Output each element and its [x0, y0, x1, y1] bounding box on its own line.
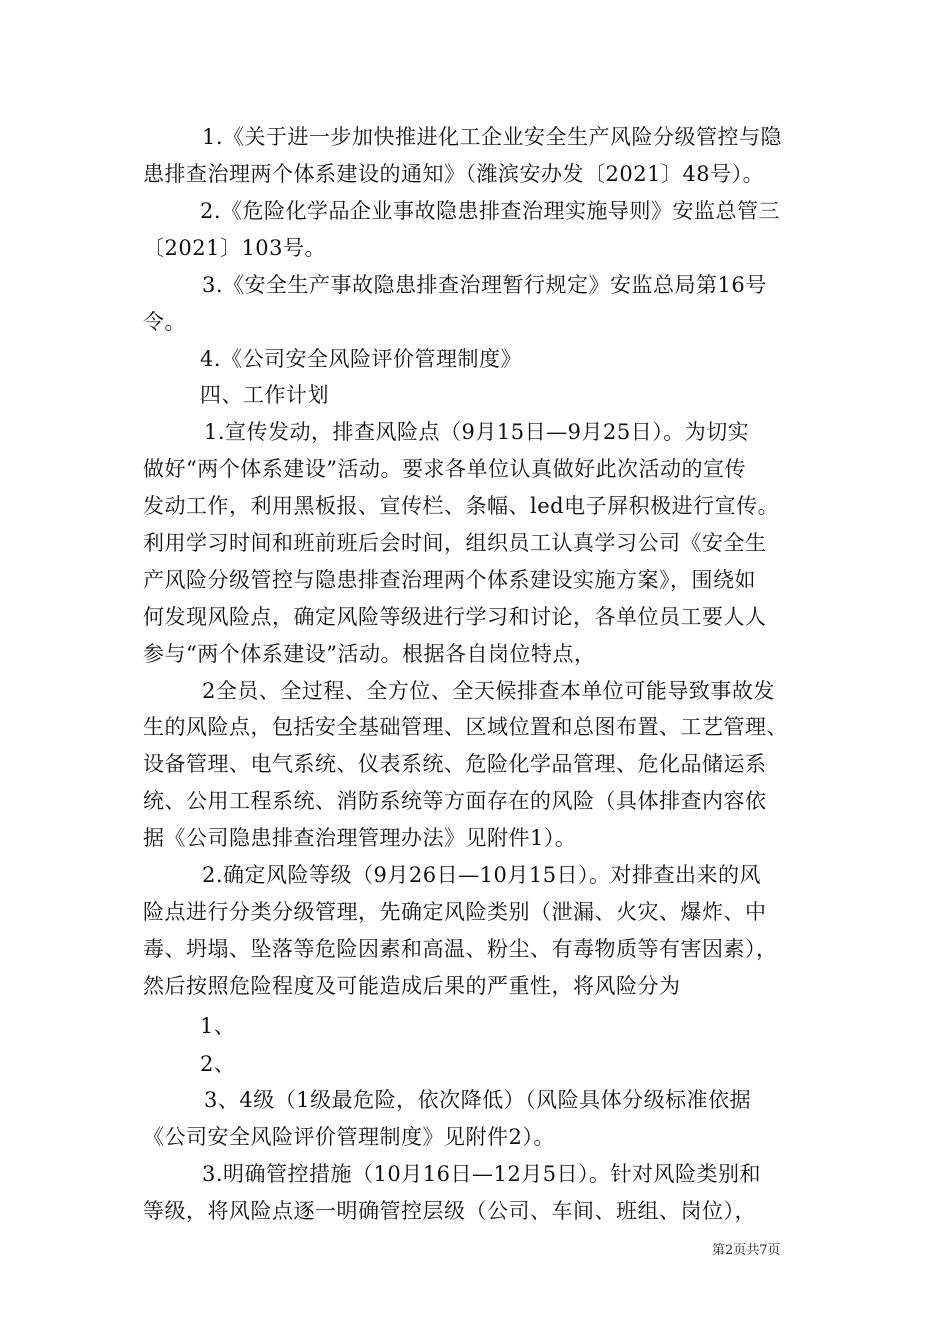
text-line: 险点进行分类分级管理，先确定风险类别（泄漏、火灾、爆炸、中 [143, 900, 767, 924]
text-line: 据《公司隐患排查治理管理办法》见附件1）。 [143, 826, 577, 850]
section-heading: 四、工作计划 [200, 383, 329, 407]
text-line: 然后按照危险程度及可能造成后果的严重性，将风险分为 [143, 974, 681, 998]
text-line: 3.《安全生产事故隐患排查治理暂行规定》安监总局第16号 [202, 273, 767, 297]
text-line: 2.确定风险等级（9月26日—10月15日）。对排查出来的风 [202, 863, 762, 887]
text-line: 令。 [143, 310, 186, 334]
text-line: 生的风险点，包括安全基础管理、区域位置和总图布置、工艺管理、 [143, 715, 788, 739]
text-line: 4.《公司安全风险评价管理制度》 [200, 347, 523, 371]
text-line: 利用学习时间和班前班后会时间，组织员工认真学习公司《安全生 [143, 531, 767, 555]
text-line: 3.明确管控措施（10月16日—12月5日）。针对风险类别和 [202, 1162, 762, 1186]
text-line: 1.宣传发动，排查风险点（9月15日—9月25日）。为切实 [204, 420, 750, 444]
text-line: 2、 [200, 1052, 236, 1076]
text-line: 3、4级（1级最危险，依次降低）（风险具体分级标准依据 [204, 1088, 752, 1112]
text-line: 1、 [200, 1014, 236, 1038]
text-line: 《公司安全风险评价管理制度》见附件2）。 [143, 1125, 555, 1149]
text-line: 患排查治理两个体系建设的通知》（潍滨安办发〔2021〕48号）。 [143, 162, 765, 186]
text-line: 做好“两个体系建设”活动。要求各单位认真做好此次活动的宣传 [143, 457, 746, 481]
text-line: 〔2021〕103号。 [143, 236, 327, 260]
text-line: 毒、坍塌、坠落等危险因素和高温、粉尘、有毒物质等有害因素）， [143, 937, 778, 961]
text-line: 2全员、全过程、全方位、全天候排查本单位可能导致事故发 [202, 679, 775, 703]
text-line: 1.《关于进一步加快推进化工企业安全生产风险分级管控与隐 [202, 125, 783, 149]
text-line: 发动工作，利用黑板报、宣传栏、条幅、led电子屏积极进行宣传。 [143, 494, 780, 518]
text-line: 设备管理、电气系统、仪表系统、危险化学品管理、危化品储运系 [143, 752, 767, 776]
text-line: 何发现风险点，确定风险等级进行学习和讨论，各单位员工要人人 [143, 605, 767, 629]
text-line: 2.《危险化学品企业事故隐患排查治理实施导则》安监总管三 [200, 199, 781, 223]
page-indicator: 第2页共7页 [712, 1243, 781, 1258]
text-line: 统、公用工程系统、消防系统等方面存在的风险（具体排查内容依 [143, 789, 767, 813]
text-line: 等级，将风险点逐一明确管控层级（公司、车间、班组、岗位）， [143, 1199, 756, 1223]
text-line: 参与“两个体系建设”活动。根据各自岗位特点， [143, 642, 596, 666]
text-line: 产风险分级管控与隐患排查治理两个体系建设实施方案》，围绕如 [143, 568, 756, 592]
